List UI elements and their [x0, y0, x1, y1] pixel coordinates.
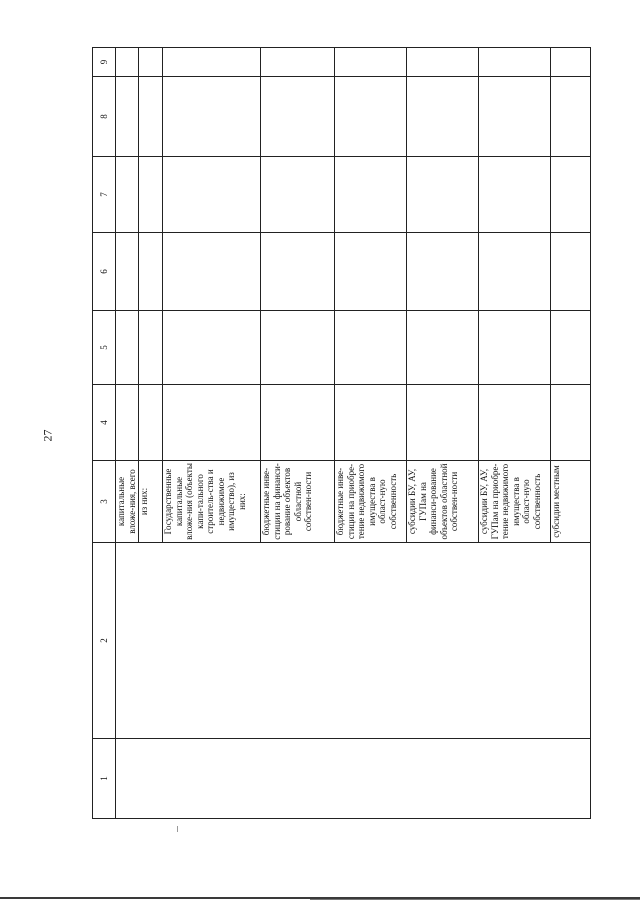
row-label: субсидии БУ, АУ, ГУПам на финанси-рование объектов областной собствен-ности — [407, 461, 479, 543]
row-label: из них: — [139, 461, 163, 543]
row-label: Государственные капитальные вложе-ния (объекты капи-тального строитель-ства и недвижимое имущество), из них: — [163, 461, 261, 543]
row-label: субсидии местным — [551, 461, 591, 543]
header-row — [93, 48, 116, 819]
cell-col-1 — [116, 739, 591, 819]
header-col-5: 5 — [93, 311, 116, 385]
table-row — [116, 48, 139, 819]
scan-edge-line-secondary — [310, 899, 640, 900]
scan-mark — [177, 826, 178, 832]
header-col-7: 7 — [93, 157, 116, 233]
header-col-3: 3 — [93, 461, 116, 543]
header-col-4: 4 — [93, 385, 116, 461]
header-col-8: 8 — [93, 77, 116, 157]
row-label: капитальные вложе-ния, всего — [116, 461, 139, 543]
page-number: 27 — [40, 429, 55, 442]
header-col-6: 6 — [93, 233, 116, 311]
cell-col-2 — [116, 543, 591, 739]
budget-table — [92, 47, 591, 819]
header-col-1: 1 — [93, 739, 116, 819]
row-label: бюджетные инве-стиции на финанси-рование объектов областной собствен-ности — [261, 461, 335, 543]
header-col-9: 9 — [93, 48, 116, 77]
budget-table-container — [92, 48, 589, 819]
row-label: субсидии БУ, АУ, ГУПам на приобре-тение недвижимого имущества в област-ную собственность — [479, 461, 551, 543]
row-label: бюджетные инве-стиции на приобре-тение недвижимого имущества в област-ную собственность — [335, 461, 407, 543]
header-col-2: 2 — [93, 543, 116, 739]
rotated-table — [92, 48, 589, 819]
